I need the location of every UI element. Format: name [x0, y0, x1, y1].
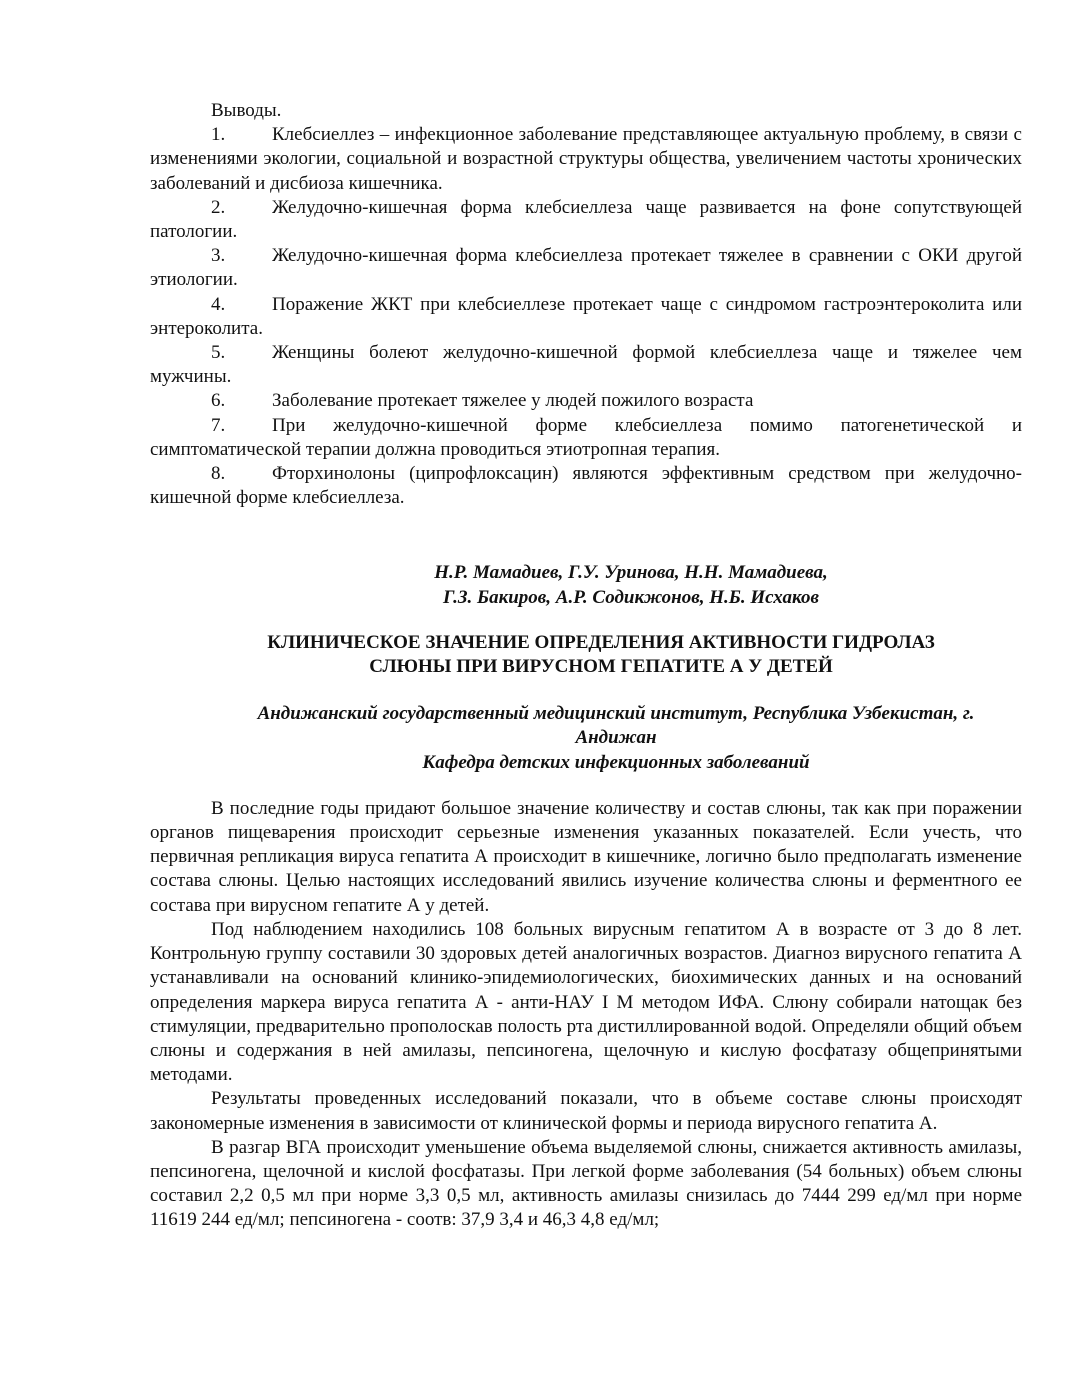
body-paragraph: Результаты проведенных исследований показали, что в объеме составе слюны происходят закономерные изменения в зависимости от клинической формы и периода вирусного гепатита А. — [150, 1088, 1022, 1134]
conclusions-heading: Выводы. — [211, 100, 282, 121]
conclusion-item — [150, 341, 1022, 389]
conclusion-text: Желудочно-кишечная форма клебсиеллеза чаще развивается на фоне сопутствующей патологии. — [150, 196, 1022, 243]
body-paragraph: Под наблюдением находились 108 больных вирусным гепатитом А в возрасте от 3 до 8 лет. Контрольную группу составили 30 здоровых детей аналогичных возрастов. Диагноз вирусного гепатита А устанавливали на оснований клинико-эпидемиологических, биохимических данных и на оснований определения маркера вируса гепатита А - анти-НАУ I M методом ИФА. Слюну собирали натощак без стимуляции, предварительно прополоскав полость рта дистиллированной водой. Определяли общий объем слюны и содержания в ней амилазы, пепсиногена, щелочную и кислую фосфатазу общепринятыми методами. — [150, 918, 1022, 1086]
conclusion-text: Заболевание протекает тяжелее у людей пожилого возраста — [272, 390, 754, 412]
affiliation-line: Кафедра детских инфекционных заболеваний — [422, 751, 810, 773]
conclusion-text: Фторхинолоны (ципрофлоксацин) являются эффективным средством при желудочно-кишечной форме клебсиеллеза. — [150, 463, 1022, 509]
authors-line: Г.З. Бакиров, А.Р. Содикжонов, Н.Б. Исхаков — [443, 586, 819, 608]
affiliation-line: Андижан — [575, 727, 657, 749]
conclusion-number: 2. — [211, 196, 226, 218]
body-paragraph: В разгар ВГА происходит уменьшение объема выделяемой слюны, снижается активность амилазы, пепсиногена, щелочной и кислой фосфатазы. При легкой форме заболевания (54 больных) объем слюны составил 2,2 0,5 мл при норме 3,3 0,5 мл, активность амилазы снизилась до 7444 299 ед/мл при норме 11619 244 ед/мл; пепсиногена - соотв: 37,9 3,4 и 46,3 4,8 ед/мл; — [150, 1136, 1022, 1231]
conclusion-item — [150, 389, 1022, 413]
conclusion-number: 1. — [211, 124, 226, 146]
conclusion-text: При желудочно-кишечной форме клебсиеллеза помимо патогенетической и симптоматической терапии должна проводиться этиотропная терапия. — [150, 414, 1022, 460]
article-body — [150, 797, 1022, 1233]
conclusion-number: 7. — [211, 414, 226, 436]
conclusion-item — [150, 196, 1022, 244]
title-line: КЛИНИЧЕСКОЕ ЗНАЧЕНИЕ ОПРЕДЕЛЕНИЯ АКТИВНОСТИ ГИДРОЛАЗ — [267, 631, 935, 653]
conclusion-item — [150, 293, 1022, 341]
conclusion-number: 3. — [211, 245, 226, 267]
document-page — [150, 99, 1022, 1233]
conclusion-number: 8. — [211, 463, 226, 485]
conclusion-text: Женщины болеют желудочно-кишечной формой клебсиеллеза чаще и тяжелее чем мужчины. — [150, 342, 1022, 388]
article-title — [150, 631, 1022, 679]
authors-line: Н.Р. Мамадиев, Г.У. Уринова, Н.Н. Мамадиева, — [434, 562, 828, 584]
conclusion-item — [150, 462, 1022, 510]
affiliation-line: Андижанский государственный медицинский институт, Республика Узбекистан, г. — [257, 703, 975, 725]
article-authors — [150, 561, 1022, 609]
conclusion-item — [150, 123, 1022, 196]
conclusion-number: 6. — [211, 390, 226, 412]
conclusion-text: Клебсиеллез – инфекционное заболевание представляющее актуальную проблему, в связи с изменениями экологии, социальной и возрастной структуры общества, увеличением частоты хронических заболеваний и дисбиоза кишечника. — [150, 124, 1022, 194]
conclusion-item — [150, 414, 1022, 462]
conclusion-text: Поражение ЖКТ при клебсиеллезе протекает чаще с синдромом гастроэнтероколита или энтероколита. — [150, 293, 1022, 339]
title-line: СЛЮНЫ ПРИ ВИРУСНОМ ГЕПАТИТЕ А У ДЕТЕЙ — [369, 656, 833, 678]
conclusion-text: Желудочно-кишечная форма клебсиеллеза протекает тяжелее в сравнении с ОКИ другой этиологии. — [150, 245, 1022, 291]
article-affiliation — [150, 702, 1022, 775]
conclusion-number: 5. — [211, 342, 226, 364]
body-paragraph: В последние годы придают большое значение количеству и состав слюны, так как при поражении органов пищеварения происходит серьезные изменения указанных показателей. Если учесть, что первичная репликация вируса гепатита А происходит в кишечнике, логично было предполагать изменение состава слюны. Целью настоящих исследований явились изучение количества слюны и ферментного ее состава при вирусном гепатите А у детей. — [150, 797, 1022, 916]
conclusion-number: 4. — [211, 293, 226, 315]
conclusion-item — [150, 244, 1022, 292]
